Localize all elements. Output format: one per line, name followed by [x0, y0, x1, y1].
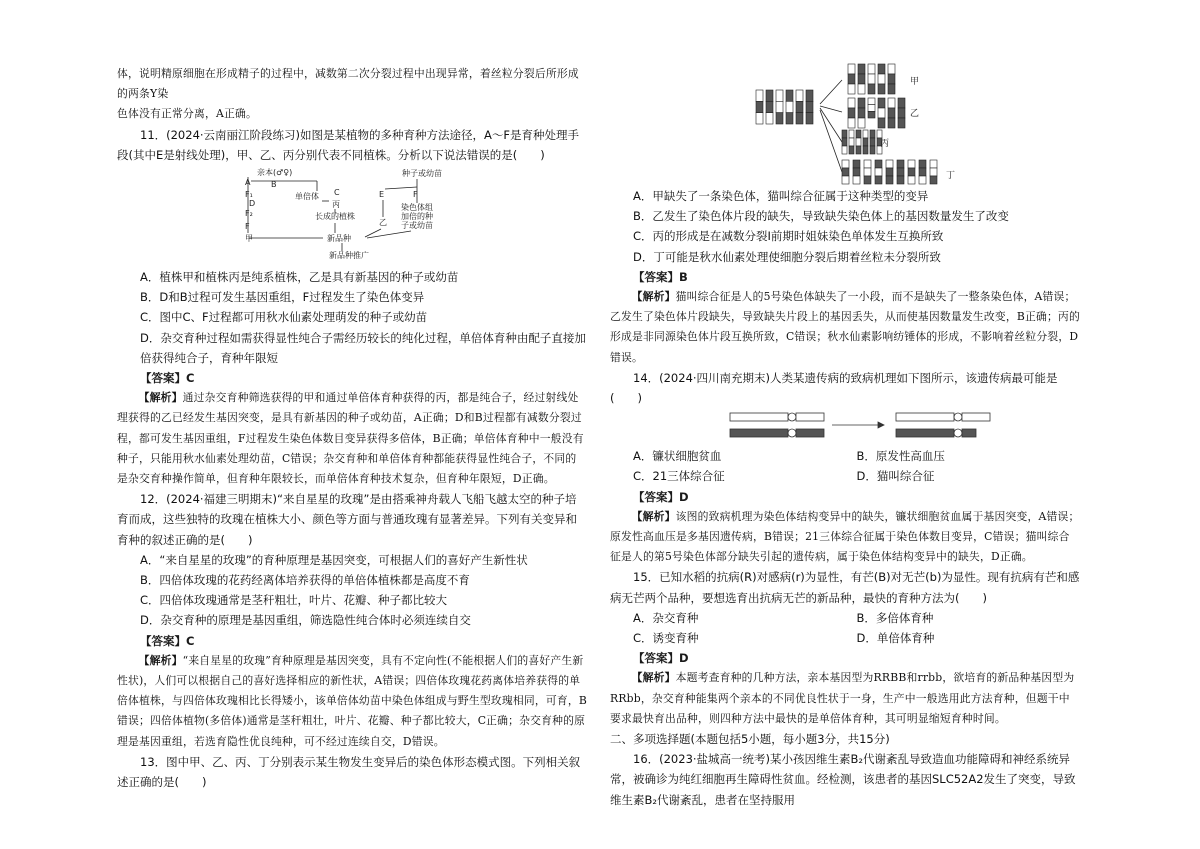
chromosome-segment	[908, 160, 915, 168]
chromosome-segment	[898, 108, 905, 118]
fig-label-C: C	[334, 188, 340, 198]
chromosome-segment	[868, 98, 875, 105]
fig-parent: 亲本(♂♀)	[257, 168, 293, 178]
chromosome-segment	[806, 101, 813, 112]
fig-label-B: B	[271, 180, 277, 190]
chromosome-segment	[897, 176, 904, 184]
chromosome-segment	[888, 98, 895, 108]
q14-options-row1	[610, 446, 1080, 466]
section-heading: 二、多项选择题(本题包括5小题，每小题3分，共15分)	[610, 732, 890, 747]
explain-tag: 【解析】	[631, 671, 676, 685]
chromosome-segment	[776, 113, 783, 124]
chromosome-segment	[870, 138, 875, 146]
q12-stem: 12．(2024·福建三明期末)“来自星星的玫瑰”是由搭乘神舟载人飞船飞越太空的种子培育而成，这些独特的玫瑰在植株大小、颜色等方面与普通玫瑰有显著差异。下列有关变异和育种的叙述正确的是( )	[117, 492, 577, 547]
chromosome-segment	[868, 111, 875, 118]
q15-options-row2	[610, 628, 1080, 648]
chromosome-segment	[897, 160, 904, 168]
chromosome-dark-left-arm	[730, 429, 788, 437]
explain-tag: 【解析】	[631, 509, 676, 523]
fig-label-jia: 甲	[910, 77, 920, 87]
fig-label-E: E	[379, 190, 385, 200]
q11-stem: 11．(2024·云南丽江阶段练习)如图是某植物的多种育种方法途径，A～F是育种处理手段(其中E是射线处理)，甲、乙、丙分别代表不同植株。分析以下说法错误的是( )	[117, 127, 580, 162]
chromosome-white-right-arm	[962, 413, 990, 421]
chromosome-segment	[858, 118, 865, 128]
fig-bing: 丙	[332, 200, 340, 210]
chromosome-segment	[908, 168, 915, 176]
q13-stem: 13．图中甲、乙、丙、丁分别表示某生物发生变异后的染色体形态模式图。下列相关叙述正确的是( )	[117, 754, 581, 790]
q13-option-b: B．乙发生了染色体片段的缺失，导致缺失染色体上的基因数量发生了改变	[633, 209, 1009, 224]
q13-option-d: D．丁可能是秋水仙素处理使细胞分裂后期着丝粒未分裂所致	[633, 249, 941, 264]
chromosome-segment	[856, 130, 861, 138]
chromosome-segment	[897, 168, 904, 176]
chromosome-segment	[806, 90, 813, 101]
q15-option-c: C．诱变育种	[633, 631, 699, 646]
chromosome-segment	[930, 176, 937, 184]
continued-text: 体，说明精原细胞在形成精子的过程中，减数第二次分裂过程中出现异常，着丝粒分裂后所形成的两条Y染	[117, 67, 579, 101]
explain-text: 猫叫综合征是人的5号染色体缺失了一小段，而不是缺失了一整条染色体，A错误；乙发生了染色体片段缺失，导致缺失片段上的基因丢失，从而使基因数量发生改变，B正确；丙的形成是非同源染色体片段互换所致，C错误；秋水仙素影响纺锤体的形成，不影响着丝粒分裂，D错误。	[610, 290, 1080, 364]
q12-option-b: B．四倍体玫瑰的花药经离体培养获得的单倍体植株都是高度不育	[140, 573, 470, 588]
chromosome-segment	[849, 130, 854, 138]
chromosome-segment	[863, 130, 868, 138]
explain-tag: 【解析】	[138, 653, 183, 667]
q13-answer: 【答案】B	[633, 269, 688, 284]
chromosome-segment	[888, 118, 895, 128]
chromosome-segment	[875, 160, 882, 168]
chromosome-segment	[870, 130, 875, 138]
chromosome-segment	[806, 113, 813, 124]
chromosome-segment	[786, 101, 793, 112]
chromosome-segment	[868, 64, 875, 74]
fig-label-D: D	[249, 199, 256, 209]
chromosome-segment	[930, 168, 937, 176]
chromosome-segment	[766, 90, 773, 101]
chromosome-segment	[858, 64, 865, 74]
chromosome-segment	[858, 98, 865, 108]
q14-explanation	[610, 507, 1080, 568]
chromosome-segment	[796, 90, 803, 101]
explain-tag: 【解析】	[631, 290, 676, 304]
chromosome-segment	[858, 84, 865, 94]
chromosome-segment	[849, 146, 854, 154]
chromosome-segment	[868, 105, 875, 112]
q15-option-b: B．多倍体育种	[856, 610, 934, 625]
chromosome-segment	[908, 176, 915, 184]
original-chromosomes	[756, 90, 813, 124]
chromosome-segment	[858, 108, 865, 118]
chromosome-segment	[853, 160, 860, 168]
chromosome-segment	[886, 176, 893, 184]
chromosome-white-left-arm	[730, 413, 788, 421]
fig-doubled: 子或幼苗	[401, 221, 433, 231]
chromosome-segment	[898, 98, 905, 108]
q15-option-d: D．单倍体育种	[856, 631, 935, 646]
q12-option-d: D．杂交育种的原理是基因重组，筛选隐性纯合体时必须连续自交	[140, 613, 471, 628]
chromosome-segment	[786, 90, 793, 101]
q13-option-a: A．甲缺失了一条染色体，猫叫综合征属于这种类型的变异	[633, 189, 929, 203]
explain-tag: 【解析】	[138, 391, 183, 405]
chromosome-white-right-arm	[796, 413, 824, 421]
chromosome-segment	[853, 168, 860, 176]
q12-option-a: A．“来自星星的玫瑰”的育种原理是基因突变，可根据人们的喜好产生新性状	[140, 552, 528, 567]
left-column	[117, 64, 587, 792]
fig-jia: 甲	[245, 234, 253, 244]
chromosome-deleted-right-arm	[962, 429, 976, 437]
chromosome-segment	[919, 160, 926, 168]
fig-new-variety: 新品种	[327, 234, 351, 244]
q14-stem: 14．(2024·四川南充期末)人类某遗传病的致病机理如下图所示，该遗传病最可能是( )	[610, 370, 1058, 406]
q14-option-a: A．镰状细胞贫血	[633, 449, 722, 464]
fig-label-ding: 丁	[946, 171, 956, 181]
chromosome-segment	[886, 168, 893, 176]
chromosome-segment	[888, 84, 895, 94]
right-column	[610, 60, 1080, 810]
q11-option-a: A．植株甲和植株丙是纯系植株，乙是具有新基因的种子或幼苗	[140, 270, 459, 285]
q15-options-row1	[610, 608, 1080, 628]
chromosome-segment	[849, 138, 854, 146]
chromosome-segment	[878, 108, 885, 118]
chromosome-segment	[848, 98, 855, 108]
chromosome-segment	[796, 113, 803, 124]
chromosome-segment	[853, 176, 860, 184]
arrow-head	[878, 422, 884, 428]
chromosome-segment	[856, 146, 861, 154]
chromosome-segment	[868, 84, 875, 94]
fig-label-F: F	[413, 190, 418, 200]
chromosome-segment	[919, 168, 926, 176]
fig-seed: 种子或幼苗	[402, 169, 442, 179]
chromosome-segment	[878, 84, 885, 94]
chromosome-segment	[766, 113, 773, 124]
chromosome-segment	[878, 98, 885, 108]
q11-explanation	[117, 388, 587, 489]
chromosome-segment	[842, 130, 847, 138]
q15-stem: 15．已知水稻的抗病(R)对感病(r)为显性，有芒(B)对无芒(b)为显性。现有抗病有芒和感病无芒两个品种，要想选育出抗病无芒的新品种，最快的育种方法为( )	[610, 570, 1080, 605]
centromere	[954, 429, 962, 437]
chromosome-segment	[776, 90, 783, 101]
centromere	[954, 413, 962, 421]
chromosome-segment	[786, 113, 793, 124]
fig-label-yi: 乙	[910, 109, 920, 119]
fig-label-F1: F₁	[245, 190, 253, 200]
fig-haploid: 单倍体	[295, 192, 319, 202]
chromosome-segment	[842, 168, 849, 176]
chromosome-segment	[877, 130, 882, 138]
q13-option-c: C．丙的形成是在减数分裂Ⅰ前期时姐妹染色单体发生互换所致	[633, 229, 944, 244]
chromosome-segment	[863, 146, 868, 154]
chromosome-segment	[898, 118, 905, 128]
q14-option-b: B．原发性高血压	[856, 449, 945, 464]
chromosome-segment	[930, 160, 937, 168]
chromosome-segment	[875, 168, 882, 176]
q12-explanation	[117, 651, 587, 752]
variant-chromosomes	[842, 64, 937, 184]
centromere	[788, 413, 796, 421]
chromosome-segment	[864, 176, 871, 184]
chromosome-segment	[766, 101, 773, 112]
fig-yi: 乙	[379, 218, 387, 228]
q13-chromosome-diagram	[610, 60, 1080, 186]
chromosome-segment	[776, 101, 783, 112]
chromosome-dark-left-arm	[896, 429, 954, 437]
chromosome-segment	[842, 138, 847, 146]
fig-promote: 新品种推广	[329, 251, 369, 261]
explain-text: “来自星星的玫瑰”育种原理是基因突变，具有不定向性(不能根据人们的喜好产生新性状)，人们可以根据自己的喜好选择相应的新性状，A错误；四倍体玫瑰花药离体培养获得的单倍体植株，与四倍体玫瑰相比长得矮小，该单倍体幼苗中染色体组成与野生型玫瑰相同，可育，B错误；四倍体植物(多倍体)通常是茎秆粗壮，叶片、花瓣、种子都比较大，C正确；杂交育种的原理是基因重组，若选育隐性优良纯种，可不经过连续自交，D错误。	[117, 653, 587, 748]
chromosome-segment	[756, 90, 763, 101]
chromosome-segment	[842, 160, 849, 168]
q12-answer: 【答案】C	[140, 633, 195, 648]
fig-label-Fn: F	[245, 222, 250, 232]
q14-options-row2	[610, 466, 1080, 486]
fig-label-A: A	[245, 178, 251, 188]
fig-label-bing: 丙	[880, 139, 890, 149]
chromosome-segment	[868, 74, 875, 84]
chromosome-segment	[842, 146, 847, 154]
fig-plant-long: 长成的植株	[315, 212, 355, 222]
q15-option-a: A．杂交育种	[633, 610, 699, 625]
q15-answer: 【答案】D	[633, 651, 689, 666]
chromosome-segment	[848, 74, 855, 84]
q14-option-d: D．猫叫综合征	[856, 469, 935, 484]
q14-answer: 【答案】D	[633, 489, 689, 504]
q12-option-c: C．四倍体玫瑰通常是茎秆粗壮，叶片、花瓣、种子都比较大	[140, 593, 448, 608]
chromosome-segment	[856, 138, 861, 146]
chromosome-segment	[796, 101, 803, 112]
chromosome-segment	[848, 118, 855, 128]
explain-text: 通过杂交育种筛选获得的甲和通过单倍体育种获得的丙，都是纯合子，经过射线处理获得的乙已经发生基因突变，是具有新基因的种子或幼苗，A正确；D和B过程都有减数分裂过程，都可发生基因重组，F过程发生染色体数目变异获得多倍体，B正确；单倍体育种中一般没有种子，只能用秋水仙素处理幼苗，C错误；杂交育种和单倍体育种都能获得显性纯合子，不同的是杂交育种操作简单，但育种年限较长，而单倍体育种技术复杂，但育种年限短，D正确。	[117, 391, 584, 486]
chromosome-segment	[864, 160, 871, 168]
fig-doubled: 加倍的种	[401, 212, 433, 222]
chromosome-segment	[888, 64, 895, 74]
q14-deletion-diagram	[610, 410, 1080, 444]
q16-stem: 16．(2023·盐城高一统考)某小孩因维生素B₂代谢紊乱导致造血功能障碍和神经系统异常，被确诊为纯红细胞再生障碍性贫血。经检测，该患者的基因SLC52A2发生了突变，导致维生素B₂代谢紊乱，患者在坚持服用	[610, 752, 1076, 807]
fig-doubled: 染色体组	[401, 203, 433, 213]
chromosome-segment	[919, 176, 926, 184]
chromosome-segment	[870, 146, 875, 154]
chromosome-segment	[878, 64, 885, 74]
q11-answer: 【答案】C	[140, 371, 195, 386]
fig-label-F2: F₂	[245, 209, 253, 219]
q15-explanation	[610, 668, 1080, 729]
chromosome-segment	[886, 160, 893, 168]
q11-option-c: C．图中C、F过程都可用秋水仙素处理萌发的种子或幼苗	[140, 310, 428, 325]
explain-text: 本题考查育种的几种方法，亲本基因型为RRBB和rrbb，欲培育的新品种基因型为RRbb，杂交育种能集两个亲本的不同优良性状于一身，生产中一般选用此方法育种，但题干中要求最快育出品种，则四种方法中最快的是单倍体育种，其可明显缩短育种时间。	[610, 671, 1075, 725]
q11-option-b: B．D和B过程可发生基因重组，F过程发生了染色体变异	[140, 290, 425, 305]
explain-text: 该图的致病机理为染色体结构变异中的缺失，镰状细胞贫血属于基因突变，A错误；原发性高血压是多基因遗传病，B错误；21三体综合征属于染色体数目变异，C错误；猫叫综合征是人的第5号染色体部分缺失引起的遗传病，属于染色体结构变异中的缺失，D正确。	[610, 509, 1080, 564]
chromosome-segment	[878, 74, 885, 84]
chromosome-segment	[875, 176, 882, 184]
chromosome-white-left-arm	[896, 413, 954, 421]
chromosome-segment	[863, 138, 868, 146]
chromosome-segment	[858, 74, 865, 84]
continued-text: 色体没有正常分离，A正确。	[117, 107, 257, 121]
chromosome-dark-right-arm	[796, 429, 824, 437]
q13-explanation	[610, 287, 1080, 368]
chromosome-segment	[848, 108, 855, 118]
q14-option-c: C．21三体综合征	[633, 469, 725, 484]
chromosome-segment	[848, 84, 855, 94]
chromosome-segment	[878, 118, 885, 128]
q11-breeding-diagram	[117, 167, 587, 263]
q11-option-d: D．杂交育种过程如需获得显性纯合子需经历较长的纯化过程，单倍体育种由配子直接加倍获得纯合子，育种年限短	[140, 330, 586, 365]
chromosome-segment	[756, 113, 763, 124]
chromosome-segment	[864, 168, 871, 176]
centromere	[788, 429, 796, 437]
chromosome-segment	[888, 74, 895, 84]
chromosome-segment	[848, 64, 855, 74]
chromosome-segment	[756, 101, 763, 112]
chromosome-segment	[888, 108, 895, 118]
chromosome-segment	[842, 176, 849, 184]
